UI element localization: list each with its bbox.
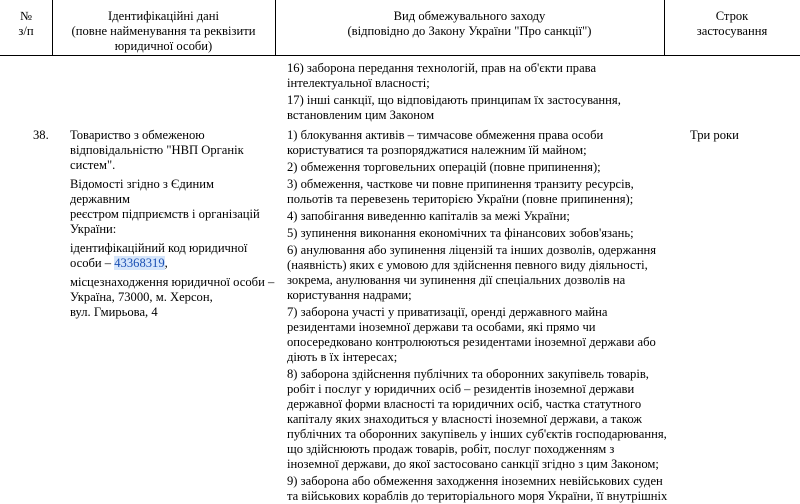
previous-row-measures	[287, 61, 667, 123]
term-value: Три роки	[690, 128, 739, 142]
measure-item: 17) інші санкції, що відповідають принципам їх застосування, встановленим цим Законом	[287, 93, 621, 122]
header-ident-line: (повне найменування та реквізити	[71, 24, 256, 38]
row-number: 38.	[33, 128, 49, 142]
measure-item: 8) заборона здійснення публічних та оборонних закупівель товарів, робіт і послуг у юридичних осіб – резидентів іноземної держави державної форми власності та юридичних осіб, частка статутного капіталу яких знаходиться у власності іноземної держави, а також публічних та оборонних закупівель у інших суб'єктів господарювання, що здійснюють продаж товарів, робіт, послуг походженням з іноземної держави, до якої застосовано санкції згідно з цим Законом;	[287, 367, 667, 471]
measure-item: 9) заборона або обмеження заходження іноземних невійськових суден та військових кораблів до територіального моря України, її внутрішніх	[287, 474, 668, 503]
table-header	[0, 0, 800, 56]
measure-item: 6) анулювання або зупинення ліцензій та інших дозволів, одержання (наявність) яких є умовою для здійснення певного виду діяльності, зокрема, анулювання чи зупинення дії спеціальних дозволів на користування надрами;	[287, 243, 657, 302]
header-measure-line: (відповідно до Закону України "Про санкції")	[347, 24, 592, 38]
entity-ident	[70, 128, 275, 320]
header-number-line: №	[19, 9, 33, 23]
measure-item: 4) запобігання виведенню капіталів за межі України;	[287, 209, 570, 223]
measure-item: 16) заборона передання технологій, прав на об'єкти права інтелектуальної власності;	[287, 61, 597, 90]
address: місцезнаходження юридичної особи – Україна, 73000, м. Херсон, вул. Гмирьова, 4	[70, 275, 275, 319]
measures-list	[287, 128, 669, 504]
measure-item: 1) блокування активів – тимчасове обмеження права особи користуватися та розпоряджатися належним їй майном;	[287, 128, 604, 157]
header-term-line: застосування	[696, 24, 768, 38]
id-code: ідентифікаційний код юридичної особи – 43368319,	[70, 241, 248, 270]
header-term-line: Строк	[715, 9, 749, 23]
measure-item: 7) заборона участі у приватизації, оренді державного майна резидентами іноземної держави та особами, які прямо чи опосередковано контролюються резидентами іноземної держави або діють в їх інтересах;	[287, 305, 656, 364]
header-measure-line: Вид обмежувального заходу	[393, 9, 546, 23]
id-code-link[interactable]: 43368319	[114, 256, 165, 270]
header-number	[0, 9, 52, 39]
header-ident-line: Ідентифікаційні дані	[108, 9, 219, 23]
entity-name: Товариство з обмеженою відповідальністю "НВП Органік систем".	[70, 128, 244, 172]
measure-item: 3) обмеження, часткове чи повне припинення транзиту ресурсів, польотів та перевезень територією України (повне припинення);	[287, 177, 634, 206]
header-ident	[52, 9, 275, 54]
header-number-line: з/п	[18, 24, 34, 38]
header-measure	[275, 9, 664, 39]
registry-note: Відомості згідно з Єдиним державним реєстром підприємств і організацій України:	[70, 177, 260, 236]
measure-item: 5) зупинення виконання економічних та фінансових зобов'язань;	[287, 226, 634, 240]
header-ident-line: юридичної особи)	[114, 39, 213, 53]
measure-item: 2) обмеження торговельних операцій (повне припинення);	[287, 160, 601, 174]
header-term	[664, 9, 800, 39]
